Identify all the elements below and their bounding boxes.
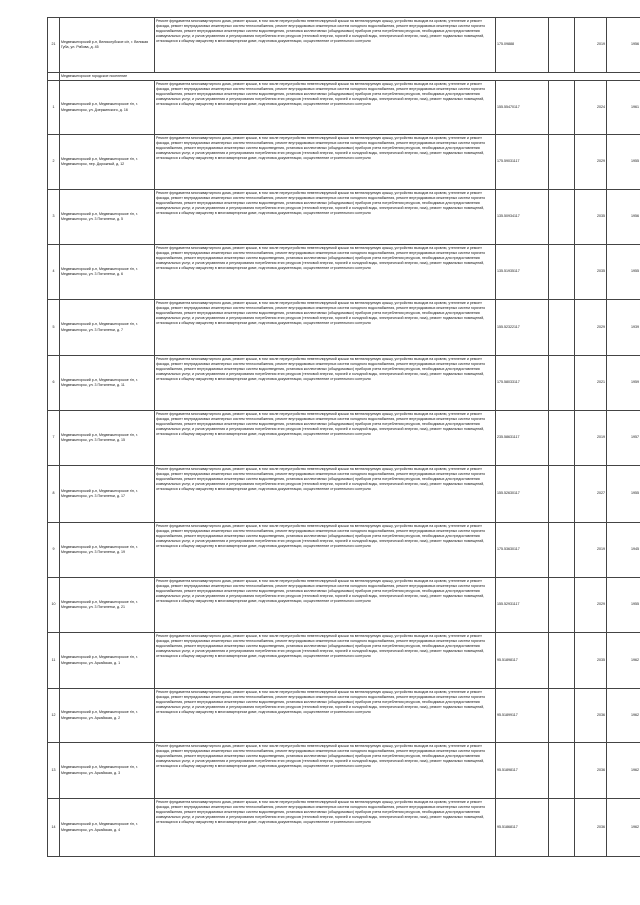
row-year-built: 1959: [607, 356, 640, 411]
row-number: 13: [48, 743, 60, 799]
row-works: Ремонт фундамента многоквартирного дома, ремонт крыши, в том числе переустройство невентилируемой крыши на вентилируемую крышу, устройство выходов на кровлю, утепление и ремонт фасада, ремонт внутридомовых инженерных систем теплоснабжения, ремонт внутридомовых инженерных систем холодного водоснабжения, ремонт внутридомовых инженерных систем горячего водоснабжения, ремонт внутридомовых инженерных систем водоотведения, установка коллективных (общедомовых) приборов учета потребления ресурсов, необходимых для предоставления коммунальных услуг, и узлов управления и регулирования потребления этих ресурсов (тепловой энергии, горячей и холодной воды, электрической энергии, газа), ремонт подвальных помещений, относящихся к общему имуществу в многоквартирном доме, подготовка документации, осуществление строительного контроля: [155, 190, 496, 245]
row-area: 175.58033117: [496, 356, 549, 411]
row-area: 95.51899117: [496, 689, 549, 743]
row-year-repair: 2035: [575, 633, 607, 689]
row-number: 6: [48, 356, 60, 411]
row-empty: [549, 743, 575, 799]
row-number: 11: [48, 633, 60, 689]
table-row: [48, 18, 640, 73]
row-year-repair: 2029: [575, 300, 607, 356]
repair-program-table: [47, 17, 640, 857]
row-year-repair: 2021: [575, 356, 607, 411]
row-works: Ремонт фундамента многоквартирного дома, ремонт крыши, в том числе переустройство невентилируемой крыши на вентилируемую крышу, устройство выходов на кровлю, утепление и ремонт фасада, ремонт внутридомовых инженерных систем теплоснабжения, ремонт внутридомовых инженерных систем холодного водоснабжения, ремонт внутридомовых инженерных систем горячего водоснабжения, ремонт внутридомовых инженерных систем водоотведения, установка коллективных (общедомовых) приборов учета потребления ресурсов, необходимых для предоставления коммунальных услуг, и узлов управления и регулирования потребления этих ресурсов (тепловой энергии, горячей и холодной воды, электрической энергии, газа), ремонт подвальных помещений, относящихся к общему имуществу в многоквартирном доме, подготовка документации, осуществление строительного контроля: [155, 356, 496, 411]
row-address: Медвежьегорский р-н, Медвежьегорское г/п, г. Медвежьегорск, ул. Аркайская, д. 3: [60, 743, 155, 799]
table-row: [48, 135, 640, 190]
row-number: 1: [48, 81, 60, 135]
row-area: 135.50934117: [496, 190, 549, 245]
row-year-repair: 2027: [575, 466, 607, 523]
row-number: 4: [48, 245, 60, 300]
row-year-built: 1955: [607, 466, 640, 523]
row-works: Ремонт фундамента многоквартирного дома, ремонт крыши, в том числе переустройство невентилируемой крыши на вентилируемую крышу, устройство выходов на кровлю, утепление и ремонт фасада, ремонт внутридомовых инженерных систем теплоснабжения, ремонт внутридомовых инженерных систем холодного водоснабжения, ремонт внутридомовых инженерных систем горячего водоснабжения, ремонт внутридомовых инженерных систем водоотведения, установка коллективных (общедомовых) приборов учета потребления ресурсов, необходимых для предоставления коммунальных услуг, и узлов управления и регулирования потребления этих ресурсов (тепловой энергии, горячей и холодной воды, электрической энергии, газа), ремонт подвальных помещений, относящихся к общему имуществу в многоквартирном доме, подготовка документации, осуществление строительного контроля: [155, 633, 496, 689]
row-address: Медвежьегорский р-н, Медвежьегорское г/п, г. Медвежьегорск, ул. 3 Пятилетки, д. 17: [60, 466, 155, 523]
row-address: Медвежьегорский р-н, Медвежьегорское г/п, г. Медвежьегорск, ул. 3 Пятилетки, д. 15: [60, 411, 155, 466]
row-address: Медвежьегорский р-н, Медвежьегорское г/п, г. Медвежьегорск, ул. 3 Пятилетки, д. 21: [60, 578, 155, 633]
row-address: Медвежьегорский р-н, Великогубское с/п, г. Великая Губа, ул. Рябова, д. 45: [60, 18, 155, 73]
row-area: 95.51898117: [496, 633, 549, 689]
row-number: 9: [48, 523, 60, 578]
row-works: Ремонт фундамента многоквартирного дома, ремонт крыши, в том числе переустройство невентилируемой крыши на вентилируемую крышу, устройство выходов на кровлю, утепление и ремонт фасада, ремонт внутридомовых инженерных систем теплоснабжения, ремонт внутридомовых инженерных систем холодного водоснабжения, ремонт внутридомовых инженерных систем горячего водоснабжения, ремонт внутридомовых инженерных систем водоотведения, установка коллективных (общедомовых) приборов учета потребления ресурсов, необходимых для предоставления коммунальных услуг, и узлов управления и регулирования потребления этих ресурсов (тепловой энергии, горячей и холодной воды, электрической энергии, газа), ремонт подвальных помещений, относящихся к общему имуществу в многоквартирном доме, подготовка документации, осуществление строительного контроля: [155, 245, 496, 300]
row-address: Медвежьегорский р-н, Медвежьегорское г/п, г. Медвежьегорск, ул. Аркайская, д. 4: [60, 799, 155, 857]
row-works: Ремонт фундамента многоквартирного дома, ремонт крыши, в том числе переустройство невентилируемой крыши на вентилируемую крышу, устройство выходов на кровлю, утепление и ремонт фасада, ремонт внутридомовых инженерных систем теплоснабжения, ремонт внутридомовых инженерных систем холодного водоснабжения, ремонт внутридомовых инженерных систем горячего водоснабжения, ремонт внутридомовых инженерных систем водоотведения, установка коллективных (общедомовых) приборов учета потребления ресурсов, необходимых для предоставления коммунальных услуг, и узлов управления и регулирования потребления этих ресурсов (тепловой энергии, горячей и холодной воды, электрической энергии, газа), ремонт подвальных помещений, относящихся к общему имуществу в многоквартирном доме, подготовка документации, осуществление строительного контроля: [155, 578, 496, 633]
row-number: 7: [48, 411, 60, 466]
row-number: 10: [48, 578, 60, 633]
table-row: [48, 743, 640, 799]
table-row: [48, 356, 640, 411]
row-year-repair: 2036: [575, 689, 607, 743]
row-works: Ремонт фундамента многоквартирного дома, ремонт крыши, в том числе переустройство невентилируемой крыши на вентилируемую крышу, устройство выходов на кровлю, утепление и ремонт фасада, ремонт внутридомовых инженерных систем теплоснабжения, ремонт внутридомовых инженерных систем холодного водоснабжения, ремонт внутридомовых инженерных систем горячего водоснабжения, ремонт внутридомовых инженерных систем водоотведения, установка коллективных (общедомовых) приборов учета потребления ресурсов, необходимых для предоставления коммунальных услуг, и узлов управления и регулирования потребления этих ресурсов (тепловой энергии, горячей и холодной воды, электрической энергии, газа), ремонт подвальных помещений, относящихся к общему имуществу в многоквартирном доме, подготовка документации, осуществление строительного контроля: [155, 135, 496, 190]
row-year-repair: 2019: [575, 411, 607, 466]
row-empty: [549, 799, 575, 857]
row-works: Ремонт фундамента многоквартирного дома, ремонт крыши, в том числе переустройство невентилируемой крыши на вентилируемую крышу, устройство выходов на кровлю, утепление и ремонт фасада, ремонт внутридомовых инженерных систем теплоснабжения, ремонт внутридомовых инженерных систем холодного водоснабжения, ремонт внутридомовых инженерных систем горячего водоснабжения, ремонт внутридомовых инженерных систем водоотведения, установка коллективных (общедомовых) приборов учета потребления ресурсов, необходимых для предоставления коммунальных услуг, и узлов управления и регулирования потребления этих ресурсов (тепловой энергии, горячей и холодной воды, электрической энергии, газа), ремонт подвальных помещений, относящихся к общему имуществу в многоквартирном доме, подготовка документации, осуществление строительного контроля: [155, 300, 496, 356]
row-works: Ремонт фундамента многоквартирного дома, ремонт крыши, в том числе переустройство невентилируемой крыши на вентилируемую крышу, устройство выходов на кровлю, утепление и ремонт фасада, ремонт внутридомовых инженерных систем теплоснабжения, ремонт внутридомовых инженерных систем холодного водоснабжения, ремонт внутридомовых инженерных систем горячего водоснабжения, ремонт внутридомовых инженерных систем водоотведения, установка коллективных (общедомовых) приборов учета потребления ресурсов, необходимых для предоставления коммунальных услуг, и узлов управления и регулирования потребления этих ресурсов (тепловой энергии, горячей и холодной воды, электрической энергии, газа), ремонт подвальных помещений, относящихся к общему имуществу в многоквартирном доме, подготовка документации, осуществление строительного контроля: [155, 411, 496, 466]
table-row: [48, 245, 640, 300]
table-row: [48, 466, 640, 523]
row-address: Медвежьегорский р-н, Медвежьегорское г/п, г. Медвежьегорск, пер. Дорожный, д. 12: [60, 135, 155, 190]
row-address: Медвежьегорский р-н, Медвежьегорское г/п, г. Медвежьегорск, ул. 3 Пятилетки, д. 19: [60, 523, 155, 578]
row-number: 3: [48, 190, 60, 245]
row-year-built: 1957: [607, 411, 640, 466]
row-empty: [549, 135, 575, 190]
row-area: 175.53630117: [496, 523, 549, 578]
row-address: Медвежьегорский р-н, Медвежьегорское г/п, г. Медвежьегорск, ул. 3 Пятилетки, д. 5: [60, 190, 155, 245]
row-works: Ремонт фундамента многоквартирного дома, ремонт крыши, в том числе переустройство невентилируемой крыши на вентилируемую крышу, устройство выходов на кровлю, утепление и ремонт фасада, ремонт внутридомовых инженерных систем теплоснабжения, ремонт внутридомовых инженерных систем холодного водоснабжения, ремонт внутридомовых инженерных систем горячего водоснабжения, ремонт внутридомовых инженерных систем водоотведения, установка коллективных (общедомовых) приборов учета потребления ресурсов, необходимых для предоставления коммунальных услуг, и узлов управления и регулирования потребления этих ресурсов (тепловой энергии, горячей и холодной воды, электрической энергии, газа), ремонт подвальных помещений, относящихся к общему имуществу в многоквартирном доме, подготовка документации, осуществление строительного контроля: [155, 743, 496, 799]
section-title: Медвежьегорское городское поселение: [60, 73, 640, 81]
table-row: [48, 81, 640, 135]
table-row: [48, 633, 640, 689]
row-year-repair: 2035: [575, 190, 607, 245]
row-empty: [549, 466, 575, 523]
row-area: 155.55470117: [496, 81, 549, 135]
row-area: 155.52322117: [496, 300, 549, 356]
table-row: [48, 300, 640, 356]
table-row: [48, 411, 640, 466]
row-year-built: 1956: [607, 18, 640, 73]
row-address: Медвежьегорский р-н, Медвежьегорское г/п, г. Медвежьегорск, ул. 3 Пятилетки, д. 7: [60, 300, 155, 356]
row-empty: [549, 190, 575, 245]
row-area: 135.51935117: [496, 245, 549, 300]
row-year-repair: 2019: [575, 18, 607, 73]
row-number: 21: [48, 18, 60, 73]
row-area: 155.52931117: [496, 578, 549, 633]
row-works: Ремонт фундамента многоквартирного дома, ремонт крыши, в том числе переустройство невентилируемой крыши на вентилируемую крышу, устройство выходов на кровлю, утепление и ремонт фасада, ремонт внутридомовых инженерных систем теплоснабжения, ремонт внутридомовых инженерных систем холодного водоснабжения, ремонт внутридомовых инженерных систем горячего водоснабжения, ремонт внутридомовых инженерных систем водоотведения, установка коллективных (общедомовых) приборов учета потребления ресурсов, необходимых для предоставления коммунальных услуг, и узлов управления и регулирования потребления этих ресурсов (тепловой энергии, горячей и холодной воды, электрической энергии, газа), ремонт подвальных помещений, относящихся к общему имуществу в многоквартирном доме, подготовка документации, осуществление строительного контроля: [155, 689, 496, 743]
row-empty: [549, 81, 575, 135]
table-row: [48, 799, 640, 857]
row-area: 235.58631117: [496, 411, 549, 466]
row-year-repair: 2036: [575, 743, 607, 799]
row-address: Медвежьегорский р-н, Медвежьегорское г/п, г. Медвежьегорск, ул. 3 Пятилетки, д. 6: [60, 245, 155, 300]
row-empty: [549, 523, 575, 578]
row-year-repair: 2029: [575, 578, 607, 633]
row-year-repair: 2024: [575, 81, 607, 135]
row-year-repair: 2029: [575, 135, 607, 190]
row-area: 95.51868117: [496, 799, 549, 857]
row-year-built: 1955: [607, 245, 640, 300]
row-works: Ремонт фундамента многоквартирного дома, ремонт крыши, в том числе переустройство невентилируемой крыши на вентилируемую крышу, устройство выходов на кровлю, утепление и ремонт фасада, ремонт внутридомовых инженерных систем теплоснабжения, ремонт внутридомовых инженерных систем холодного водоснабжения, ремонт внутридомовых инженерных систем горячего водоснабжения, ремонт внутридомовых инженерных систем водоотведения, установка коллективных (общедомовых) приборов учета потребления ресурсов, необходимых для предоставления коммунальных услуг, и узлов управления и регулирования потребления этих ресурсов (тепловой энергии, горячей и холодной воды, электрической энергии, газа), ремонт подвальных помещений, относящихся к общему имуществу в многоквартирном доме, подготовка документации, осуществление строительного контроля: [155, 799, 496, 857]
row-year-repair: 2036: [575, 799, 607, 857]
table-row: [48, 578, 640, 633]
row-year-repair: 2035: [575, 245, 607, 300]
row-empty: [549, 300, 575, 356]
row-year-built: 1962: [607, 689, 640, 743]
row-number: 12: [48, 689, 60, 743]
row-works: Ремонт фундамента многоквартирного дома, ремонт крыши, в том числе переустройство невентилируемой крыши на вентилируемую крышу, устройство выходов на кровлю, утепление и ремонт фасада, ремонт внутридомовых инженерных систем теплоснабжения, ремонт внутридомовых инженерных систем холодного водоснабжения, ремонт внутридомовых инженерных систем горячего водоснабжения, ремонт внутридомовых инженерных систем водоотведения, установка коллективных (общедомовых) приборов учета потребления ресурсов, необходимых для предоставления коммунальных услуг, и узлов управления и регулирования потребления этих ресурсов (тепловой энергии, горячей и холодной воды, электрической энергии, газа), ремонт подвальных помещений, относящихся к общему имуществу в многоквартирном доме, подготовка документации, осуществление строительного контроля: [155, 18, 496, 73]
row-address: Медвежьегорский р-н, Медвежьегорское г/п, г. Медвежьегорск, ул. 3 Пятилетки, д. 11: [60, 356, 155, 411]
row-area: 175.59031117: [496, 135, 549, 190]
row-year-built: 1955: [607, 578, 640, 633]
table-row: [48, 190, 640, 245]
row-address: Медвежьегорский р-н, Медвежьегорское г/п, г. Медвежьегорск, ул. Аркайская, д. 2: [60, 689, 155, 743]
row-number: 5: [48, 300, 60, 356]
row-address: Медвежьегорский р-н, Медвежьегорское г/п, г. Медвежьегорск, ул. Дзержинского, д. 16: [60, 81, 155, 135]
row-works: Ремонт фундамента многоквартирного дома, ремонт крыши, в том числе переустройство невентилируемой крыши на вентилируемую крышу, устройство выходов на кровлю, утепление и ремонт фасада, ремонт внутридомовых инженерных систем теплоснабжения, ремонт внутридомовых инженерных систем холодного водоснабжения, ремонт внутридомовых инженерных систем горячего водоснабжения, ремонт внутридомовых инженерных систем водоотведения, установка коллективных (общедомовых) приборов учета потребления ресурсов, необходимых для предоставления коммунальных услуг, и узлов управления и регулирования потребления этих ресурсов (тепловой энергии, горячей и холодной воды, электрической энергии, газа), ремонт подвальных помещений, относящихся к общему имуществу в многоквартирном доме, подготовка документации, осуществление строительного контроля: [155, 466, 496, 523]
row-empty: [549, 356, 575, 411]
row-empty: [549, 578, 575, 633]
table-row: [48, 523, 640, 578]
row-empty: [549, 689, 575, 743]
section-num-cell: [48, 73, 60, 81]
row-area: 95.51898117: [496, 743, 549, 799]
row-works: Ремонт фундамента многоквартирного дома, ремонт крыши, в том числе переустройство невентилируемой крыши на вентилируемую крышу, устройство выходов на кровлю, утепление и ремонт фасада, ремонт внутридомовых инженерных систем теплоснабжения, ремонт внутридомовых инженерных систем холодного водоснабжения, ремонт внутридомовых инженерных систем горячего водоснабжения, ремонт внутридомовых инженерных систем водоотведения, установка коллективных (общедомовых) приборов учета потребления ресурсов, необходимых для предоставления коммунальных услуг, и узлов управления и регулирования потребления этих ресурсов (тепловой энергии, горячей и холодной воды, электрической энергии, газа), ремонт подвальных помещений, относящихся к общему имуществу в многоквартирном доме, подготовка документации, осуществление строительного контроля: [155, 523, 496, 578]
row-empty: [549, 245, 575, 300]
row-number: 8: [48, 466, 60, 523]
row-year-built: 1962: [607, 633, 640, 689]
row-year-built: 1962: [607, 799, 640, 857]
section-row: [48, 73, 640, 81]
row-empty: [549, 18, 575, 73]
row-empty: [549, 411, 575, 466]
row-year-built: 1956: [607, 190, 640, 245]
row-area: 155.52630117: [496, 466, 549, 523]
row-year-built: 1955: [607, 135, 640, 190]
table-row: [48, 689, 640, 743]
row-number: 14: [48, 799, 60, 857]
row-year-built: 1962: [607, 743, 640, 799]
row-works: Ремонт фундамента многоквартирного дома, ремонт крыши, в том числе переустройство невентилируемой крыши на вентилируемую крышу, устройство выходов на кровлю, утепление и ремонт фасада, ремонт внутридомовых инженерных систем теплоснабжения, ремонт внутридомовых инженерных систем холодного водоснабжения, ремонт внутридомовых инженерных систем горячего водоснабжения, ремонт внутридомовых инженерных систем водоотведения, установка коллективных (общедомовых) приборов учета потребления ресурсов, необходимых для предоставления коммунальных услуг, и узлов управления и регулирования потребления этих ресурсов (тепловой энергии, горячей и холодной воды, электрической энергии, газа), ремонт подвальных помещений, относящихся к общему имуществу в многоквартирном доме, подготовка документации, осуществление строительного контроля: [155, 81, 496, 135]
row-year-built: 1945: [607, 523, 640, 578]
row-year-built: 1939: [607, 300, 640, 356]
row-address: Медвежьегорский р-н, Медвежьегорское г/п, г. Медвежьегорск, ул. Аркайская, д. 1: [60, 633, 155, 689]
row-number: 2: [48, 135, 60, 190]
row-empty: [549, 633, 575, 689]
row-area: 175.09888: [496, 18, 549, 73]
row-year-built: 1961: [607, 81, 640, 135]
row-year-repair: 2019: [575, 523, 607, 578]
